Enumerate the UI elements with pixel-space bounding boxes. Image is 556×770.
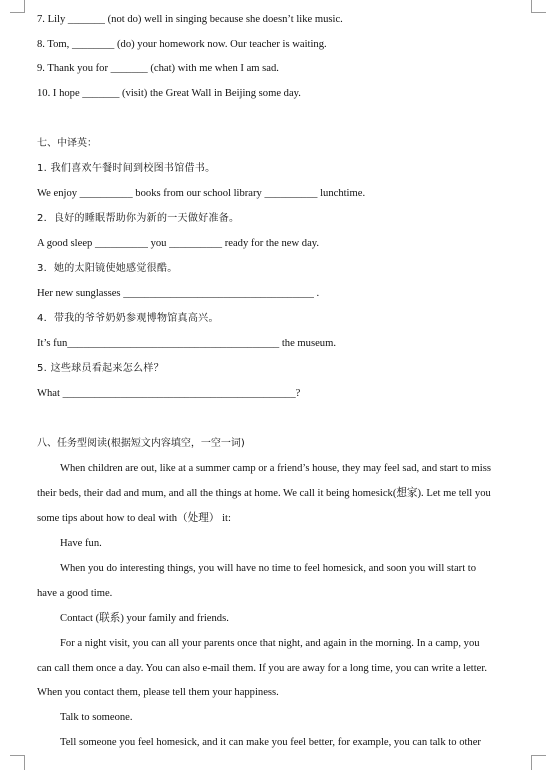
passage-line: When children are out, like at a summer camp or a friend’s house, they may feel sad, and start to miss: [60, 463, 491, 474]
passage-line: Tell someone you feel homesick, and it can make you feel better, for example, you can talk to other: [60, 737, 481, 748]
translation-1-chinese: 1. 我们喜欢午餐时间到校图书馆借书。: [37, 163, 216, 174]
passage-line: have a good time.: [37, 588, 113, 599]
translation-5-chinese: 5. 这些球员看起来怎么样？: [37, 363, 164, 374]
translation-2-english: A good sleep __________ you __________ ready for the new day.: [37, 238, 320, 249]
page-corner-mark: [10, 0, 25, 13]
exercise-10: 10. I hope _______ (visit) the Great Wall in Beijing some day.: [37, 88, 301, 99]
passage-line: When you contact them, please tell them your happiness.: [37, 687, 279, 698]
section-7-heading: 七、中译英：: [37, 138, 97, 149]
passage-line: For a night visit, you can all your parents once that night, and again in the morning. In a camp, you: [60, 638, 480, 649]
translation-2-chinese: 2．良好的睡眠帮助你为新的一天做好准备。: [37, 213, 240, 224]
translation-3-english: Her new sunglasses ____________________________________ .: [37, 288, 320, 299]
passage-line: their beds, their dad and mum, and all the things at home. We call it being homesick(想家). Let me tell you: [37, 488, 491, 499]
passage-line: When you do interesting things, you will have no time to feel homesick, and soon you will start to: [60, 563, 477, 574]
translation-3-chinese: 3．她的太阳镜使她感觉很酷。: [37, 263, 178, 274]
page-corner-mark: [531, 0, 546, 13]
exercise-8: 8. Tom, ________ (do) your homework now. Our teacher is waiting.: [37, 39, 327, 50]
passage-subheading: Have fun.: [60, 538, 102, 549]
translation-4-chinese: 4．带我的爷爷奶奶参观博物馆真高兴。: [37, 313, 219, 324]
passage-subheading: Talk to someone.: [60, 712, 133, 723]
passage-line: can call them once a day. You can also e-mail them. If you are away for a long time, you can write a letter.: [37, 663, 487, 674]
section-8-heading: 八、任务型阅读(根据短文内容填空，一空一词): [37, 438, 245, 449]
translation-1-english: We enjoy __________ books from our school library __________ lunchtime.: [37, 188, 366, 199]
translation-4-english: It’s fun________________________________________ the museum.: [37, 338, 336, 349]
translation-5-english: What ____________________________________________?: [37, 388, 301, 399]
exercise-7: 7. Lily _______ (not do) well in singing because she doesn’t like music.: [37, 14, 343, 25]
passage-line: some tips about how to deal with（处理） it:: [37, 513, 231, 524]
passage-subheading: Contact (联系) your family and friends.: [60, 613, 229, 624]
exercise-9: 9. Thank you for _______ (chat) with me when I am sad.: [37, 63, 279, 74]
